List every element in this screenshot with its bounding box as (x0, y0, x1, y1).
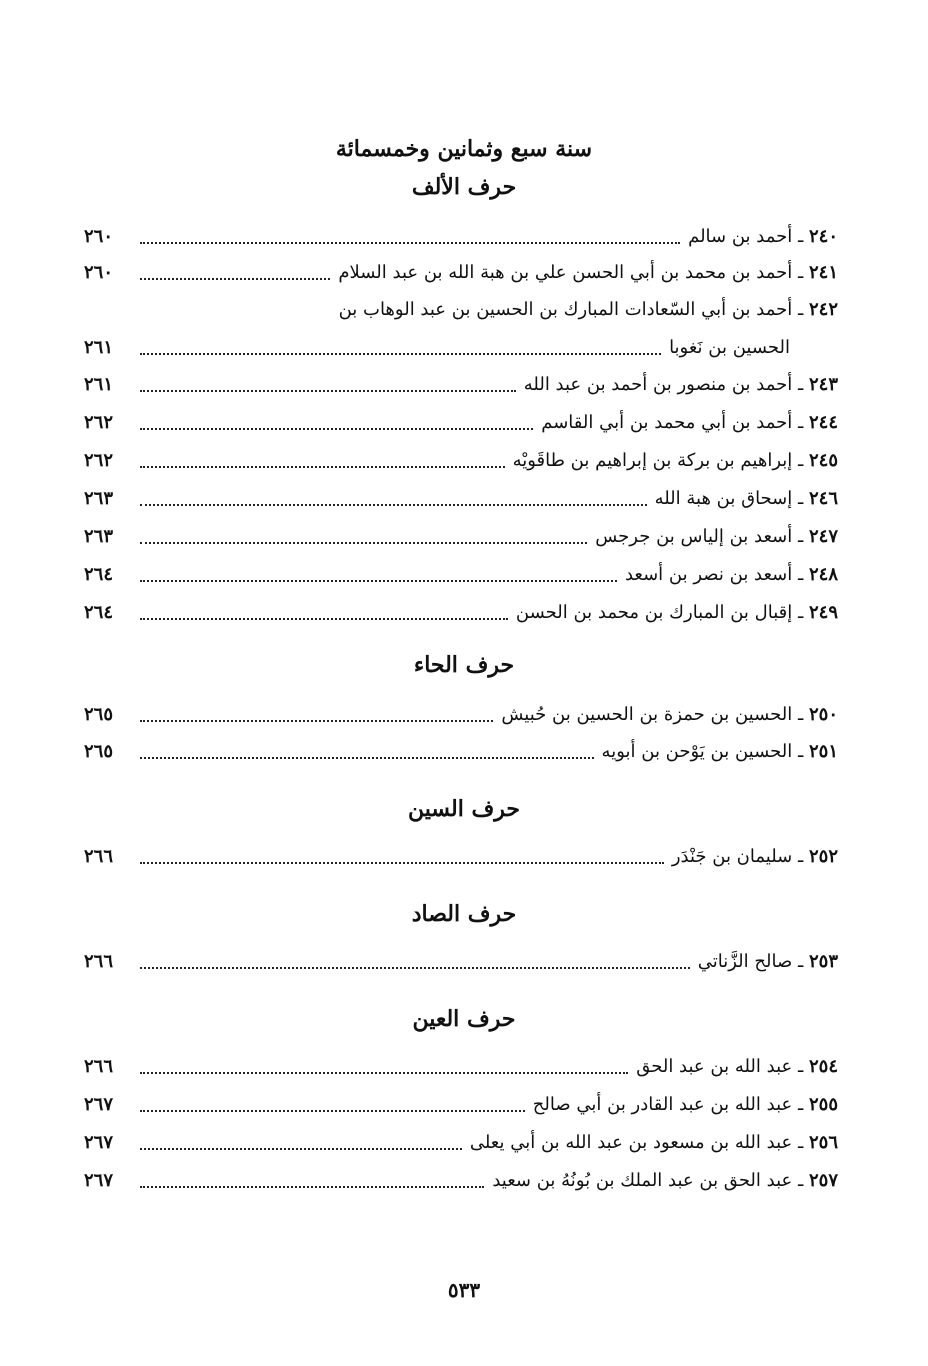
index-entry (84, 1166, 838, 1196)
entry-name: ٢٥١ ـ الحسين بن يَوْحن بن أبويه (601, 741, 838, 762)
leader-dots (140, 720, 493, 722)
entry-name: ٢٥٤ ـ عبد الله بن عبد الحق (636, 1056, 838, 1077)
entry-page: ٢٦٢ (84, 412, 114, 433)
entry-name-continuation: الحسين بن نَغوبا (669, 337, 790, 358)
entry-name: ٢٤٢ ـ أحمد بن أبي السّعادات المبارك بن الحسين بن عبد الوهاب بن (338, 299, 838, 320)
entry-page: ٢٦٤ (84, 602, 114, 623)
entry-page: ٢٦٦ (84, 1056, 114, 1077)
entry-name: ٢٤٩ ـ إقبال بن المبارك بن محمد بن الحسن (515, 602, 838, 623)
section-heading-alif: حرف الألف (411, 174, 517, 200)
leader-dots (140, 1148, 462, 1150)
leader-dots (140, 1110, 525, 1112)
index-entry (84, 222, 838, 252)
leader-dots (140, 542, 587, 544)
leader-dots (140, 580, 617, 582)
leader-dots (140, 353, 661, 355)
entry-name: ٢٤٨ ـ أسعد بن نصر بن أسعد (624, 564, 838, 585)
entry-name: ٢٤٥ ـ إبراهيم بن بركة بن إبراهيم بن طاقَويْه (512, 450, 838, 471)
index-entry (84, 842, 838, 872)
entry-name: ٢٥٠ ـ الحسين بن حمزة بن الحسين بن حُبيش (501, 704, 838, 725)
entry-name: ٢٤٧ ـ أسعد بن إلياس بن جرجس (595, 526, 838, 547)
entry-page: ٢٦١ (84, 337, 114, 358)
leader-dots (140, 428, 533, 430)
entry-page: ٢٦٦ (84, 951, 114, 972)
section-heading-haa: حرف الحاء (413, 652, 515, 678)
entry-page: ٢٦٣ (84, 488, 114, 509)
section-heading-saad: حرف الصاد (411, 901, 517, 927)
entry-name: ٢٥٣ ـ صالح الزَّناتي (697, 951, 838, 972)
entry-page: ٢٦١ (84, 374, 114, 395)
index-entry (84, 446, 838, 476)
entry-name: ٢٤٤ ـ أحمد بن أبي محمد بن أبي القاسم (541, 412, 838, 433)
entry-page: ٢٦٧ (84, 1132, 114, 1153)
index-entry (84, 560, 838, 590)
index-entry (84, 737, 838, 767)
entry-page: ٢٦٧ (84, 1094, 114, 1115)
leader-dots (140, 862, 664, 864)
index-entry (84, 700, 838, 730)
index-entry (84, 258, 838, 288)
index-entry (84, 598, 838, 628)
entry-name: ٢٥٦ ـ عبد الله بن مسعود بن عبد الله بن أبي يعلى (469, 1132, 838, 1153)
leader-dots (140, 757, 594, 759)
index-entry (84, 1128, 838, 1158)
leader-dots (140, 504, 647, 506)
index-entry (84, 295, 838, 325)
leader-dots (140, 618, 508, 620)
index-entry (84, 1052, 838, 1082)
index-entry (84, 408, 838, 438)
entry-name: ٢٤٣ ـ أحمد بن منصور بن أحمد بن عبد الله (523, 374, 838, 395)
page-number: ٥٣٣ (447, 1278, 481, 1302)
entry-page: ٢٦٥ (84, 704, 114, 725)
index-entry (84, 947, 838, 977)
entry-page: ٢٦٦ (84, 846, 114, 867)
index-entry (84, 370, 838, 400)
leader-dots (140, 242, 680, 244)
entry-name: ٢٤٠ ـ أحمد بن سالم (688, 226, 838, 247)
leader-dots (140, 390, 516, 392)
section-heading-seen: حرف السين (407, 796, 521, 822)
entry-page: ٢٦٧ (84, 1170, 114, 1191)
index-entry (84, 484, 838, 514)
section-heading-ain: حرف العين (412, 1006, 516, 1032)
leader-dots (140, 278, 330, 280)
year-title: سنة سبع وثمانين وخمسمائة (335, 136, 593, 162)
leader-dots (140, 1186, 484, 1188)
entry-name: ٢٥٢ ـ سليمان بن جَنْدَر (671, 846, 838, 867)
entry-name: ٢٤٦ ـ إسحاق بن هبة الله (654, 488, 838, 509)
leader-dots (140, 466, 505, 468)
entry-name: ٢٥٧ ـ عبد الحق بن عبد الملك بن بُونُهُ بن سعيد (492, 1170, 838, 1191)
entry-page: ٢٦٠ (84, 262, 114, 283)
entry-page: ٢٦٣ (84, 526, 114, 547)
entry-page: ٢٦٢ (84, 450, 114, 471)
leader-dots (140, 967, 690, 969)
leader-dots (140, 1072, 628, 1074)
index-entry (84, 522, 838, 552)
index-entry-continuation (84, 333, 838, 363)
entry-name: ٢٤١ ـ أحمد بن محمد بن أبي الحسن علي بن هبة الله بن عبد السلام (338, 262, 838, 283)
entry-page: ٢٦٠ (84, 226, 114, 247)
entry-page: ٢٦٤ (84, 564, 114, 585)
entry-page: ٢٦٥ (84, 741, 114, 762)
index-entry (84, 1090, 838, 1120)
entry-name: ٢٥٥ ـ عبد الله بن عبد القادر بن أبي صالح (532, 1094, 838, 1115)
